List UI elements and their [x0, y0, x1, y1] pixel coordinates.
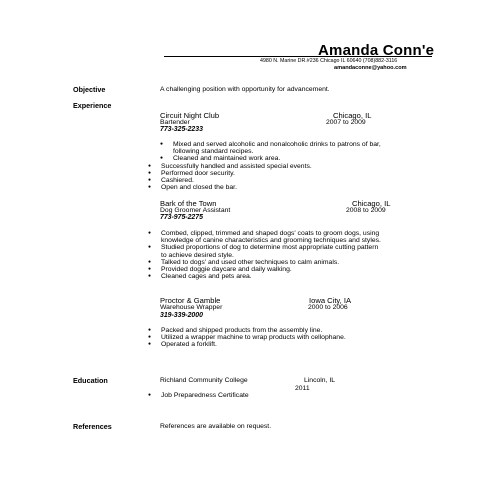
job-phone: 773-975-2275 — [160, 214, 203, 221]
education-heading: Education — [73, 376, 108, 385]
list-item: knowledge of canine characteristics and grooming techniques and styles. — [161, 237, 381, 245]
job-employer: Bark of the Town — [160, 199, 217, 208]
education-year: 2011 — [295, 385, 310, 392]
job-location: Chicago, IL — [333, 111, 372, 120]
education-school: Richland Community College — [160, 377, 248, 384]
job-location: Iowa City, IA — [309, 296, 352, 305]
job-title: Warehouse Wrapper — [160, 304, 223, 311]
list-item: ● Provided doggie daycare and daily walking. — [148, 266, 381, 273]
list-item: ● Cleaned cages and pets area. — [148, 273, 381, 280]
job-title: Dog Groomer Assistant — [160, 207, 231, 214]
list-item: ● Utilized a wrapper machine to wrap products with cellophane. — [148, 334, 346, 341]
references-heading: References — [73, 422, 112, 431]
list-item: ● Cashiered. — [148, 177, 381, 184]
resume-email[interactable]: amandaconne@yahoo.com — [334, 65, 407, 71]
references-text: References are available on request. — [160, 423, 272, 430]
job-phone: 319-339-2000 — [160, 312, 203, 319]
list-item: ● Mixed and served alcoholic and nonalcoholic drinks to patrons of bar, — [148, 141, 381, 148]
list-item: ● Performed door security. — [148, 170, 381, 177]
job-employer: Circuit Night Club — [160, 111, 220, 120]
job-location: Chicago, IL — [352, 199, 391, 208]
resume-name: Amanda Conn'e — [318, 42, 435, 59]
list-item: ● Packed and shipped products from the assembly line. — [148, 327, 346, 334]
education-location: Lincoln, IL — [304, 377, 335, 384]
job-phone: 773-325-2233 — [160, 126, 203, 133]
job-employer: Proctor & Gamble — [160, 296, 221, 305]
resume-address: 4980 N. Marine DR.#236 Chicago IL 60640 (708)882-3116 — [260, 58, 398, 64]
list-item: ● Operated a forklift. — [148, 341, 346, 348]
list-item: ● Combed, clipped, trimmed and shaped dogs' coats to groom dogs, using — [148, 230, 381, 237]
list-item: ● Studied proportions of dog to determine most appropriate cutting pattern — [148, 244, 381, 251]
job-dates: 2008 to 2009 — [346, 207, 386, 214]
header-divider — [164, 56, 432, 57]
job-dates: 2000 to 2006 — [308, 304, 348, 311]
education-list — [148, 392, 249, 399]
list-item: following standard recipes. — [173, 148, 254, 156]
job-duties-list — [148, 327, 346, 349]
objective-heading: Objective — [73, 85, 106, 94]
job-title: Bartender — [160, 119, 190, 126]
job-duties-list — [148, 141, 381, 191]
job-dates: 2007 to 2009 — [326, 119, 366, 126]
experience-heading: Experience — [73, 101, 112, 110]
list-item: to achieve desired style. — [161, 251, 234, 259]
job-duties-list — [148, 230, 381, 280]
list-item: ● Talked to dogs' and used other techniques to calm animals. — [148, 259, 381, 266]
list-item: ● Open and closed the bar. — [148, 184, 381, 191]
list-item: ● Cleaned and maintained work area. — [148, 155, 381, 162]
list-item: ● Job Preparedness Certificate — [148, 392, 249, 399]
list-item: ● Successfully handled and assisted special events. — [148, 163, 381, 170]
objective-text: A challenging position with opportunity for advancement. — [160, 86, 330, 93]
